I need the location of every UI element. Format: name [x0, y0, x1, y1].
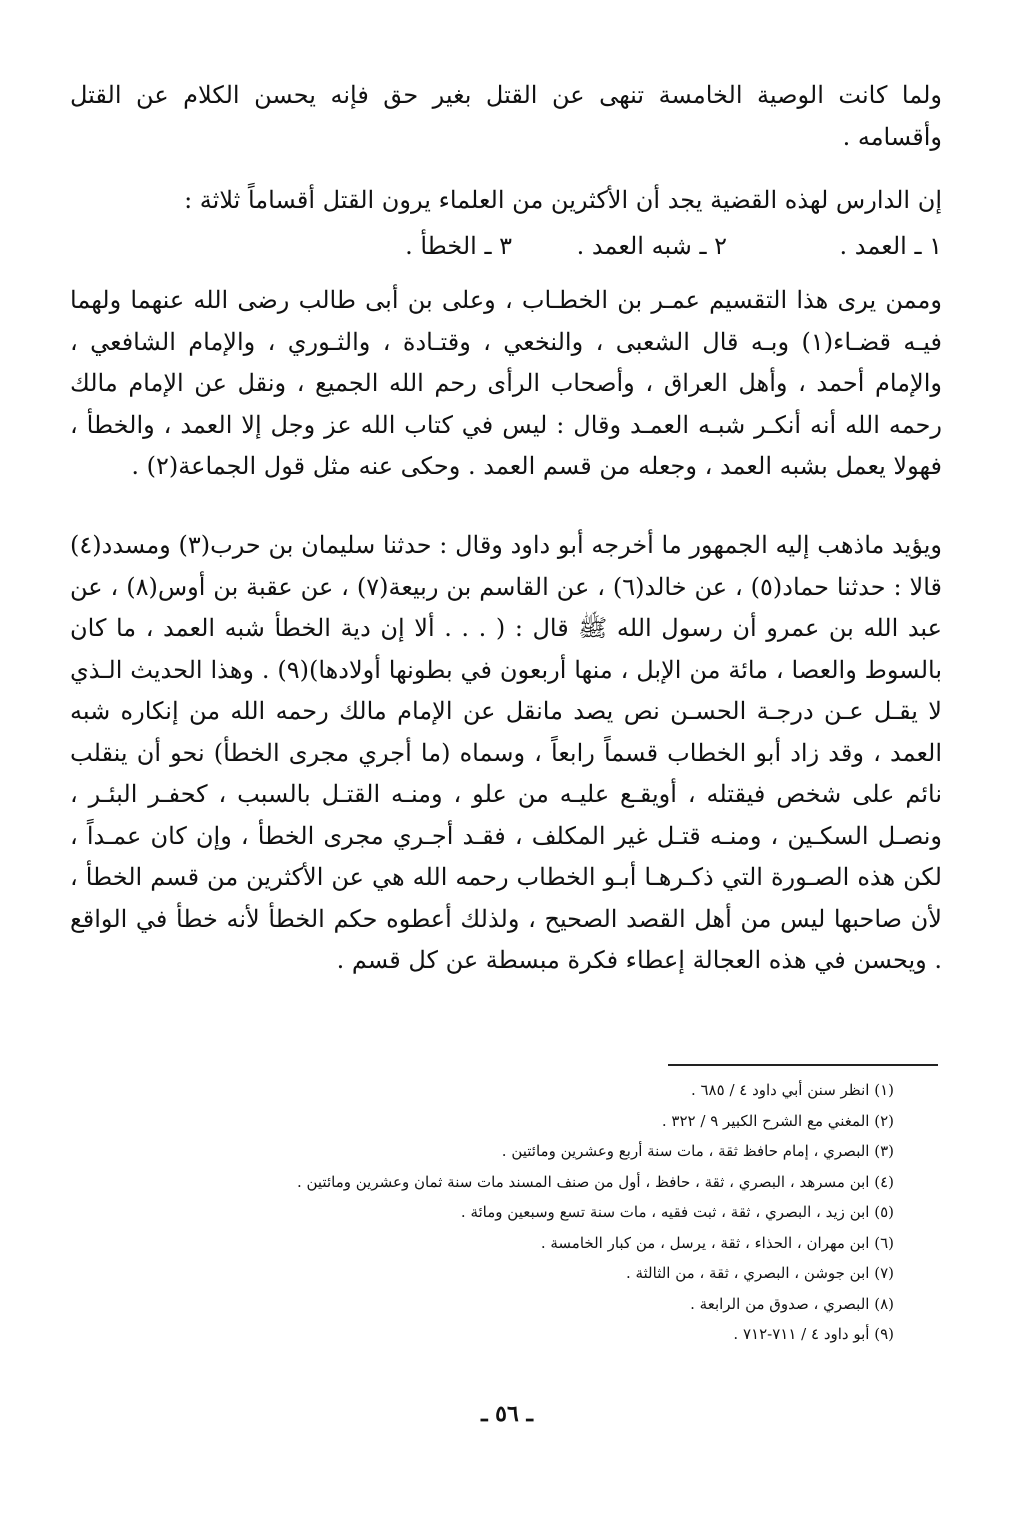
- footnote-item: (٤) ابن مسرهد ، البصري ، ثقة ، حافظ ، أول من صنف المسند مات سنة ثمان وعشرين ومائتين .: [296, 1172, 894, 1191]
- footnote-item: (٣) البصري ، إمام حافظ ثقة ، مات سنة أربع وعشرين ومائتين .: [501, 1142, 894, 1160]
- footnote-item: (٦) ابن مهران ، الحذاء ، ثقة ، يرسل ، من كبار الخامسة .: [540, 1233, 894, 1252]
- division-item-intentional: ١ ـ العمد .: [839, 232, 942, 260]
- footnote-item: (٩) أبو داود ٤ / ٧١١-٧١٢ .: [733, 1325, 894, 1343]
- divisions-list: [122, 226, 942, 266]
- footnote-item: (٨) البصري ، صدوق من الرابعة .: [690, 1294, 894, 1313]
- footnotes-list: [74, 1075, 894, 1350]
- page-number: ـ ٥٦ ـ: [481, 1401, 533, 1427]
- footnote-item: (٢) المغني مع الشرح الكبير ٩ / ٣٢٢ .: [661, 1111, 894, 1130]
- footnote-item: (٧) ابن جوشن ، البصري ، ثقة ، من الثالثة .: [625, 1264, 894, 1282]
- footnote-item: (٥) ابن زيد ، البصري ، ثقة ، ثبت فقيه ، مات سنة تسع وسبعين ومائة .: [460, 1203, 894, 1221]
- division-item-quasi-intentional: ٢ ـ شبه العمد .: [576, 232, 727, 260]
- paragraph-intro: ولما كانت الوصية الخامسة تنهى عن القتل بغير حق فإنه يحسن الكلام عن القتل وأقسامه .: [70, 81, 942, 151]
- footnote-item: (١) انظر سنن أبي داود ٤ / ٦٨٥ .: [690, 1081, 894, 1099]
- paragraph-divisions-lead: إن الدارس لهذه القضية يجد أن الأكثرين من العلماء يرون القتل أقساماً ثلاثة :: [184, 186, 942, 214]
- paragraph-hadith: ويؤيد ماذهب إليه الجمهور ما أخرجه أبو داود وقال : حدثنا سليمان بن حرب(٣) ومسدد(٤) قالا : حدثنا حماد(٥) ، عن خالد(٦) ، عن القاسم بن ربيعة(٧) ، عن عقبة بن أوس(٨) ، عن عبد الله بن عمرو أن رسول الله ﷺ قال : ( . . . ألا إن دية الخطأ شبه العمد ، ما كان بالسوط والعصا ، مائة من الإبل ، منها أربعون في بطونها أولادها)(٩) . وهذا الحديث الـذي لا يقـل عـن درجـة الحسـن نص يصد مانقل عن الإمام مالك رحمه الله من إنكاره شبه العمد ، وقد زاد أبو الخطاب قسماً رابعاً ، وسماه (ما أجري مجرى الخطأ) نحو أن ينقلب نائم على شخص فيقتله ، أويقـع عليـه من علو ، ومنـه القتـل بالسبب ، كحفـر البئـر ، ونصـل السكـين ، ومنـه قتـل غير المكلف ، فقـد أجـري مجرى الخطأ ، وإن كان عمـداً ، لكن هذه الصـورة التي ذكـرهـا أبـو الخطاب رحمه الله هي عن الأكثرين من قسم الخطأ ، لأن صاحبها ليس من أهل القصد الصحيح ، ولذلك أعطوه حكم الخطأ لأنه خطأ في الواقع . ويحسن في هذه العجالة إعطاء فكرة مبسطة عن كل قسم .: [70, 531, 943, 974]
- paragraph-scholars: وممن يرى هذا التقسيم عمـر بن الخطـاب ، وعلى بن أبى طالب رضى الله عنهما ولهما فيـه قضـاء(١) وبـه قال الشعبى ، والنخعي ، وقتـادة ، والثـوري ، والإمام الشافعي ، والإمام أحمد ، وأهل العراق ، وأصحاب الرأى رحم الله الجميع ، ونقل عن الإمام مالك رحمه الله أنه أنكـر شبـه العمـد وقال : ليس في كتاب الله عز وجل إلا العمد ، والخطأ ، فهولا يعمل بشبه العمد ، وجعله من قسم العمد . وحكى عنه مثل قول الجماعة(٢) .: [70, 286, 942, 480]
- footnote-divider: [668, 1064, 938, 1066]
- division-item-error: ٣ ـ الخطأ .: [405, 232, 512, 260]
